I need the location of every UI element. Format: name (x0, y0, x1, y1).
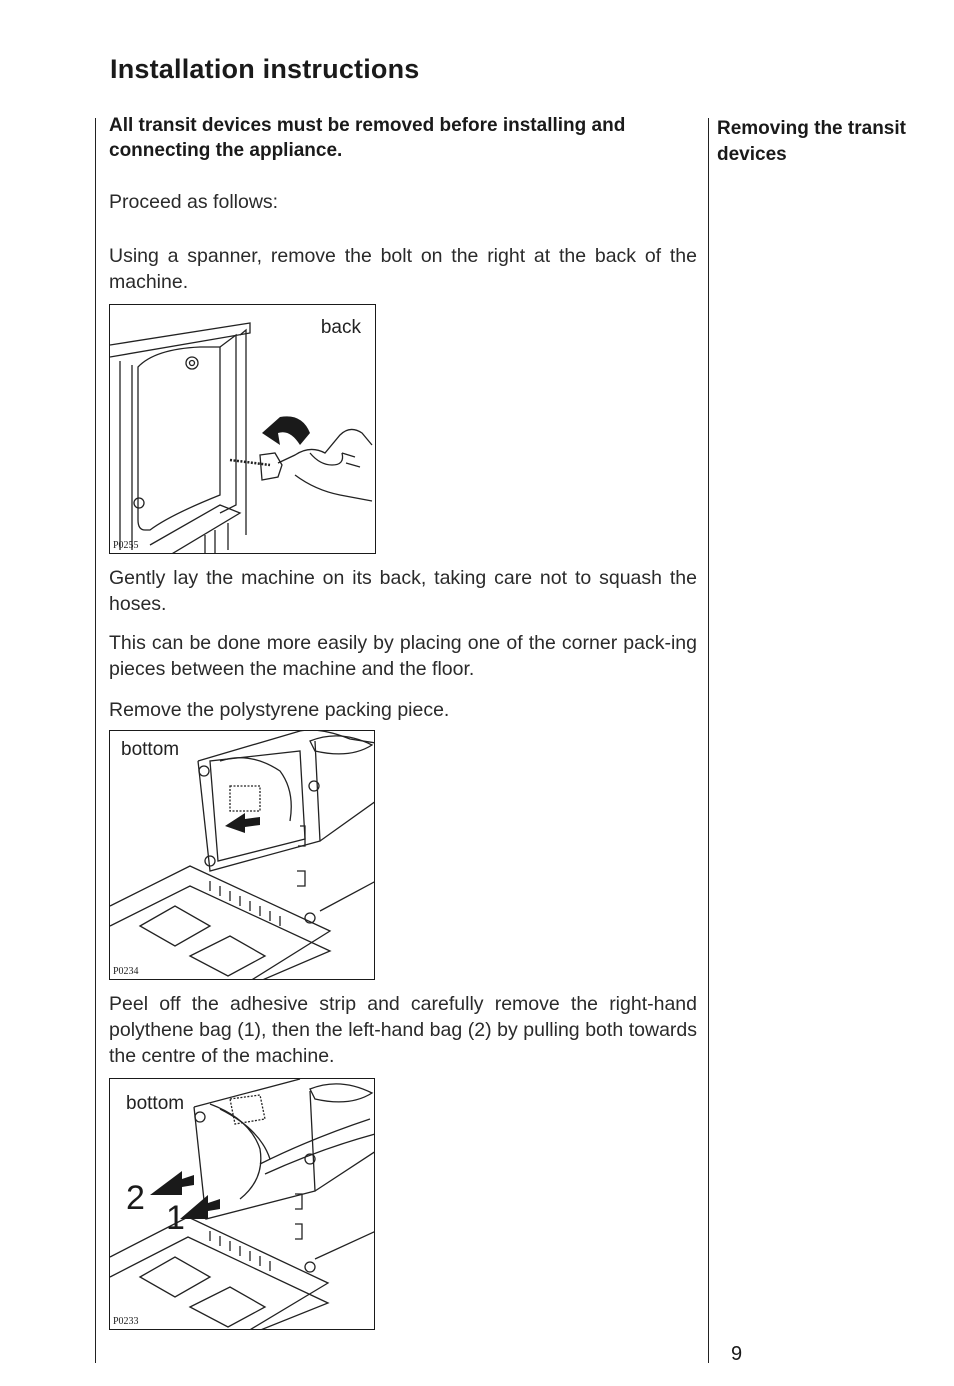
paragraph-proceed: Proceed as follows: (109, 191, 279, 213)
paragraph-remove-bolt: Using a spanner, remove the bolt on the right at the back of the machine. (109, 245, 697, 293)
figure-code: P0255 (113, 540, 139, 551)
bag-marker-1: 1 (166, 1199, 185, 1237)
page-number: 9 (731, 1343, 743, 1365)
figure-back-bolt (109, 304, 376, 554)
figure-code: P0233 (113, 1316, 139, 1327)
figure-label-bottom: bottom (121, 739, 180, 760)
paragraph-remove-polystyrene: Remove the polystyrene packing piece. (109, 699, 450, 721)
bag-marker-2: 2 (126, 1179, 145, 1217)
figure-bottom-bags-drawing (110, 1079, 375, 1330)
warning-lead-text: All transit devices must be removed before installing and connecting the appliance. (109, 115, 626, 161)
left-margin-rule (95, 118, 96, 1363)
figure-label-back: back (320, 317, 361, 338)
figure-back-bolt-drawing (110, 305, 376, 554)
paragraph-corner-packing: This can be done more easily by placing one of the corner pack-ing pieces between the machine and the floor. (109, 632, 697, 680)
section-side-heading: Removing the transit devices (717, 118, 906, 165)
figure-bottom-bags (109, 1078, 375, 1330)
figure-label-bottom: bottom (126, 1093, 185, 1114)
page-title: Installation instructions (110, 54, 420, 84)
paragraph-remove-bags: Peel off the adhesive strip and carefully remove the right-hand polythene bag (1), then the left-hand bag (2) by pulling both towards the centre of the machine. (109, 993, 697, 1067)
column-divider-rule (708, 118, 709, 1363)
paragraph-lay-machine: Gently lay the machine on its back, taking care not to squash the hoses. (109, 567, 697, 615)
figure-bottom-polystyrene (109, 730, 375, 980)
figure-code: P0234 (113, 966, 139, 977)
figure-bottom-polystyrene-drawing (110, 731, 375, 980)
